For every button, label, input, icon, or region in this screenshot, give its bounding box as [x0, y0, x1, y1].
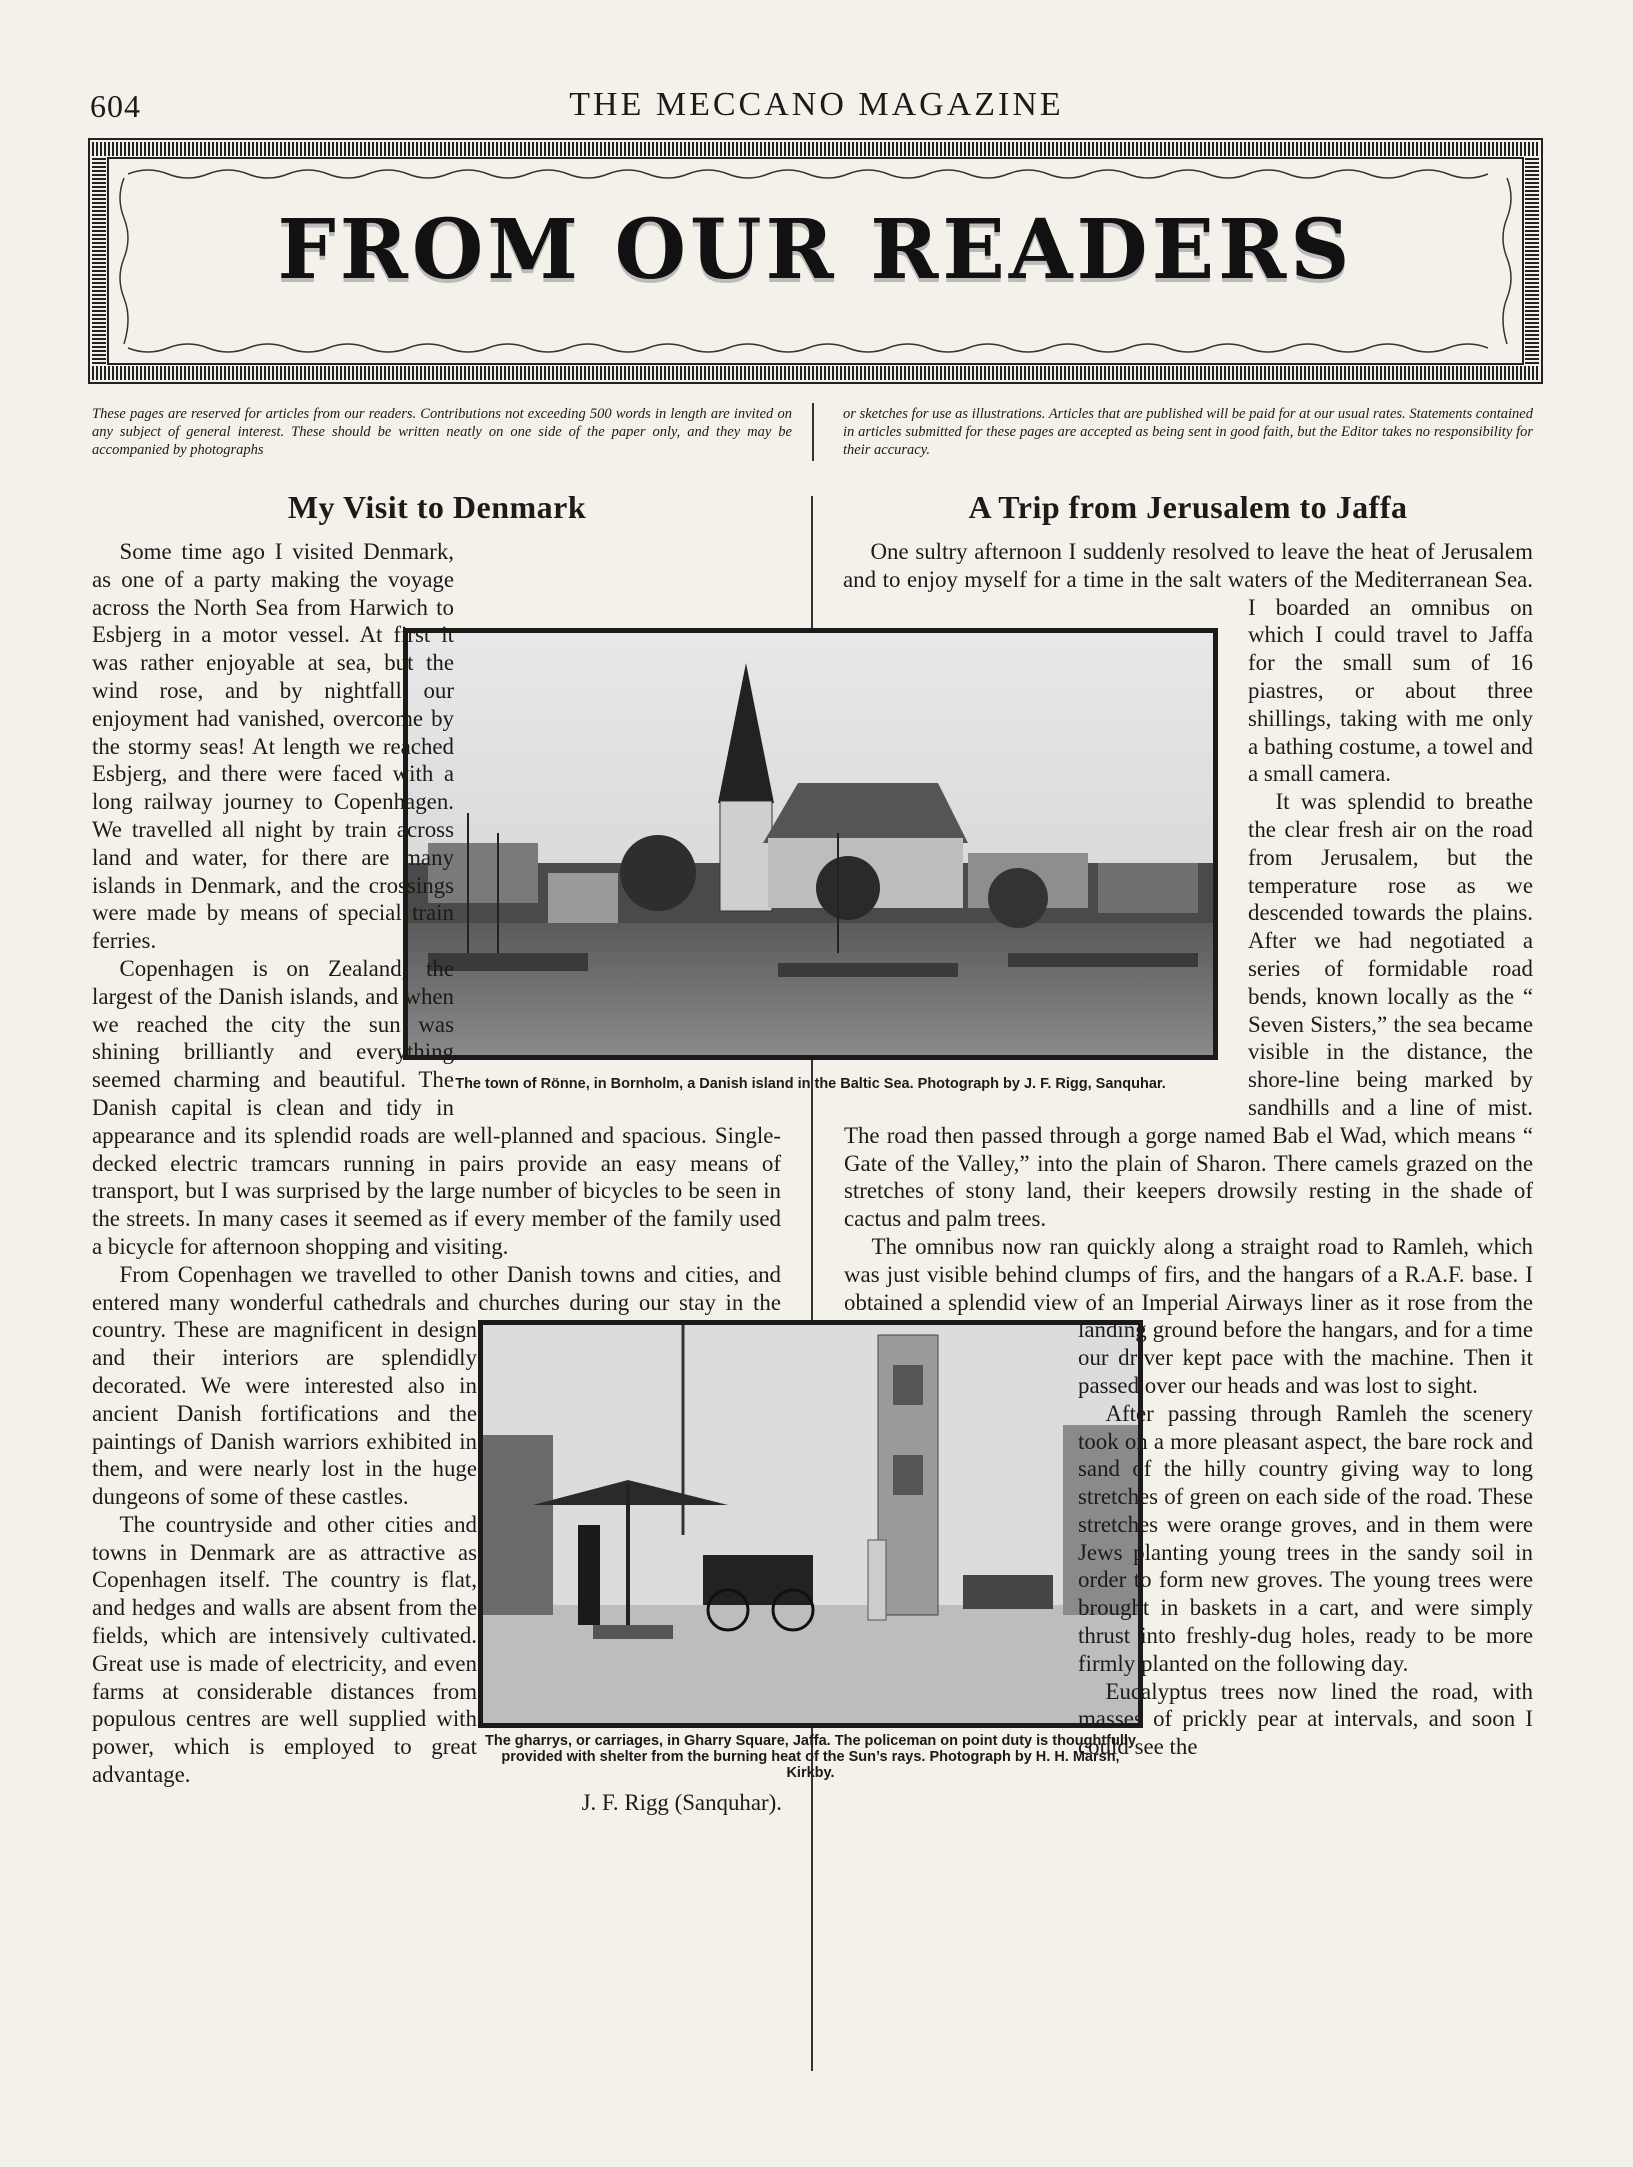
article-body-denmark [92, 538, 782, 1817]
article-body-jaffa [843, 538, 1533, 1761]
float-spacer [477, 1318, 782, 1750]
page-number: 604 [90, 88, 141, 124]
jaffa-paragraph-5: Eucalyptus trees now lined the road, with masses of prickly pear at intervals, and soon I could see the [1078, 1678, 1533, 1760]
float-spacer [781, 1112, 782, 1318]
ronne-caption: The town of Rönne, in Bornholm, a Danish island in the Baltic Sea. Photograph by J. F. Rigg, Sanquhar. [455, 1076, 1166, 1092]
jaffa-paragraph-3: The omnibus now ran quickly along a straight road to Ramleh, which was just visible behind clumps of firs, and the hangars of a R.A.F. base. I obtained a splendid view of an Imperial Airways liner as it rose from the landing ground before the hangars, and for a time our driver kept pace with the machine. Then it passed over our heads and was lost to sight. [844, 1233, 1533, 1398]
float-spacer [843, 1318, 1078, 1750]
submission-notice-right: or sketches for use as illustrations. Articles that are published will be paid for at our usual rates. Statements contained in articles submitted for these pages are accepted as being sent in good faith, but the Editor takes no responsibility for their accuracy. [843, 406, 1533, 458]
jaffa-paragraph-4: After passing through Ramleh the scenery took on a more pleasant aspect, the bare rock and sand of the hilly country giving way to long stretches of green on each side of the road. These stretches were orange groves, and in them were Jews planting young trees in the sandy soil in order to form new groves. The young trees were brought in baskets in a cart, and were simply thrust into freshly-dug holes, ready to be more firmly planted on the following day. [1078, 1400, 1533, 1676]
denmark-paragraph-3: From Copenhagen we travelled to other Danish towns and cities, and entered many wonderful cathedrals and churches during our stay in the country. These are magnificent in design and their interiors are splendidly decorated. We were interested also in ancient Danish fortifications and the paintings of Danish warriors exhibited in them, and were nearly lost in the huge dungeons of some of these castles. [92, 1261, 781, 1510]
signature-rigg: J. F. Rigg (Sanquhar). [581, 1789, 782, 1815]
magazine-title: THE MECCANO MAGAZINE [569, 86, 1064, 123]
float-spacer-ronne-right [843, 594, 1248, 1112]
denmark-paragraph-4: The countryside and other cities and towns in Denmark are as attractive as Copenhagen itself. The country is flat, and hedges and walls are absent from the fields, which are intensively cultivated. Great use is made of electricity, and even farms at considerable distances from populous centres are well supplied with power, which is employed to great advantage. [92, 1511, 477, 1788]
jaffa-paragraph-2: It was splendid to breathe the clear fresh air on the road from Jerusalem, but the temperature rose as we descended towards the plains. After we had negotiated a series of formidable road bends, known locally as the “ Seven Sisters,” the sea became visible in the distance, the shore-line being marked by sandhills and a line of mist. The road then passed through a gorge named Bab el Wad, which means “ Gate of the Valley,” into the plain of Sharon. There camels grazed on the stretches of stony land, their keepers drowsily resting in the shade of cactus and palm trees. [844, 789, 1533, 1232]
jaffa-caption: The gharrys, or carriages, in Gharry Square, Jaffa. The policeman on point duty is thoughtfully provided with shelter from the burning heat of the Sun’s rays. Photograph by H. H. Marsh, Kirkby. [484, 1733, 1136, 1781]
article-title-jaffa: A Trip from Jerusalem to Jaffa [968, 489, 1408, 525]
article-title-denmark: My Visit to Denmark [287, 489, 587, 525]
jaffa-paragraph-1: One sultry afternoon I suddenly resolved to leave the heat of Jerusalem and to enjoy myself for a time in the salt waters of the Mediterranean Sea. I boarded an omnibus on which I could travel to Jaffa for the small sum of 16 piastres, or about three shillings, taking with me only a bathing costume, a towel and a small camera. [843, 539, 1533, 787]
denmark-paragraph-2: Copenhagen is on Zealand, the largest of the Danish islands, and when we reached the city the sun was shining brilliantly and everything seemed charming and beautiful. The Danish capital is clean and tidy in appearance and its splendid roads are well-planned and spacious. Single-decked electric tramcars running in pairs provide an easy means of transport, but I was surprised by the large number of bicycles to be seen in the streets. In many cases it seemed as if every member of the family used a bicycle for afternoon shopping and visiting. [92, 955, 781, 1259]
float-spacer-ronne [454, 538, 782, 1112]
notice-divider [812, 403, 814, 461]
denmark-paragraph-1: Some time ago I visited Denmark, as one of a party making the voyage across the North Sea from Harwich to Esbjerg in a motor vessel. At first it was rather enjoyable at sea, but the wind rose, and by nightfall our enjoyment had vanished, overcome by the stormy seas! At length we reached Esbjerg, and there were faced with a long railway journey to Copenhagen. We travelled all night by train across land and water, for there are many islands in Denmark, and the crossings were made by means of special train ferries. [92, 539, 454, 954]
section-title: FROM OUR READERS [277, 202, 1354, 298]
submission-notice-left: These pages are reserved for articles from our readers. Contributions not exceeding 500 words in length are invited on any subject of general interest. These should be written neatly on one side of the paper only, and they may be accompanied by photographs [92, 406, 792, 458]
